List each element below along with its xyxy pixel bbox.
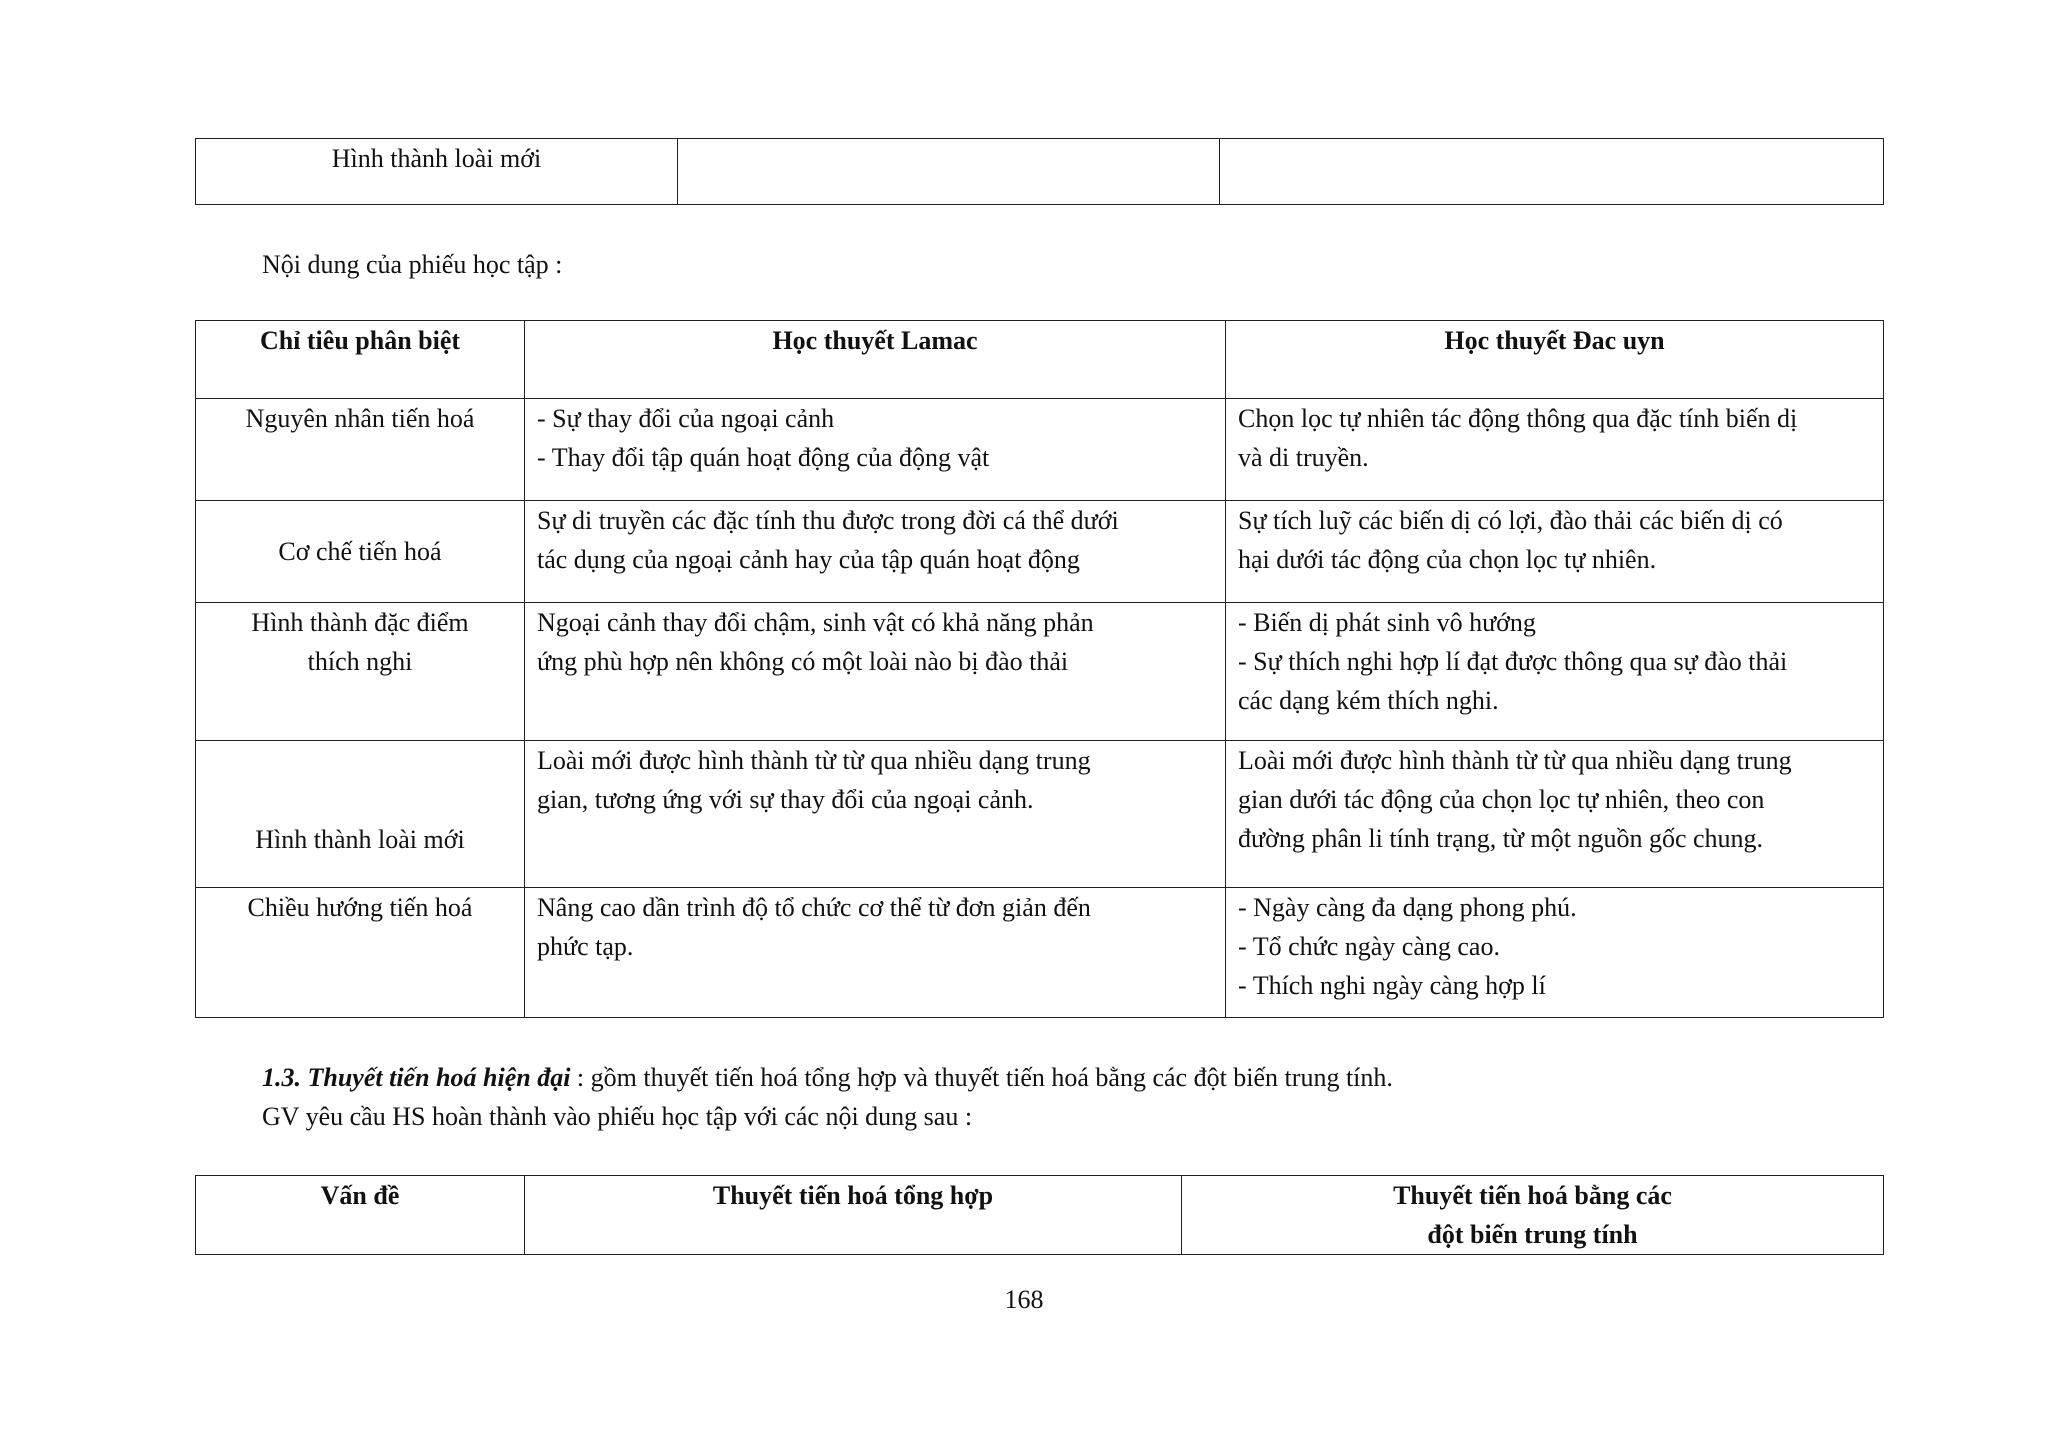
header-criterion: Chỉ tiêu phân biệt bbox=[196, 321, 525, 399]
intro-text: Nội dung của phiếu học tập : bbox=[262, 250, 563, 279]
bottom-table bbox=[195, 1175, 1884, 1255]
darwin-cell: Chọn lọc tự nhiên tác động thông qua đặc tính biến dị và di truyền. bbox=[1226, 399, 1884, 501]
lamac-cell: Sự di truyền các đặc tính thu được trong đời cá thể dưới tác dụng của ngoại cảnh hay của tập quán hoạt động bbox=[525, 501, 1226, 603]
lamac-cell: Nâng cao dần trình độ tổ chức cơ thể từ đơn giản đến phức tạp. bbox=[525, 888, 1226, 1018]
section-paragraph bbox=[262, 1058, 1393, 1097]
table-row bbox=[196, 399, 1884, 501]
lamac-cell: Loài mới được hình thành từ từ qua nhiều dạng trung gian, tương ứng với sự thay đổi của ngoại cảnh. bbox=[525, 741, 1226, 888]
header-neutral-theory: Thuyết tiến hoá bằng các đột biến trung tính bbox=[1182, 1176, 1884, 1255]
comparison-table bbox=[195, 320, 1884, 1018]
lamac-cell: - Sự thay đổi của ngoại cảnh - Thay đổi tập quán hoạt động của động vật bbox=[525, 399, 1226, 501]
table-row bbox=[196, 741, 1884, 888]
table-row bbox=[196, 603, 1884, 741]
table-row bbox=[196, 888, 1884, 1018]
darwin-cell: - Ngày càng đa dạng phong phú. - Tổ chức ngày càng cao. - Thích nghi ngày càng hợp lí bbox=[1226, 888, 1884, 1018]
criterion-cell: Chiều hướng tiến hoá bbox=[196, 888, 525, 1018]
section-text: : gồm thuyết tiến hoá tổng hợp và thuyết tiến hoá bằng các đột biến trung tính. bbox=[570, 1063, 1393, 1092]
criterion-cell: Hình thành đặc điểm thích nghi bbox=[196, 603, 525, 741]
header-lamac: Học thuyết Lamac bbox=[525, 321, 1226, 399]
page-number: 168 bbox=[1004, 1285, 1044, 1314]
criterion-cell: Cơ chế tiến hoá bbox=[196, 501, 525, 603]
header-darwin: Học thuyết Đac uyn bbox=[1226, 321, 1884, 399]
table-row bbox=[196, 501, 1884, 603]
criterion-cell: Nguyên nhân tiến hoá bbox=[196, 399, 525, 501]
top-table-cell-empty bbox=[1220, 139, 1884, 205]
section-instruction: GV yêu cầu HS hoàn thành vào phiếu học tập với các nội dung sau : bbox=[262, 1102, 973, 1131]
criterion-cell: Hình thành loài mới bbox=[196, 741, 525, 888]
lamac-cell: Ngoại cảnh thay đổi chậm, sinh vật có khả năng phản ứng phù hợp nên không có một loài nào bị đào thải bbox=[525, 603, 1226, 741]
darwin-cell: Sự tích luỹ các biến dị có lợi, đào thải các biến dị có hại dưới tác động của chọn lọc tự nhiên. bbox=[1226, 501, 1884, 603]
top-table-cell-empty bbox=[678, 139, 1220, 205]
section-heading: 1.3. Thuyết tiến hoá hiện đại bbox=[262, 1063, 571, 1092]
header-issue: Vấn đề bbox=[196, 1176, 525, 1255]
darwin-cell: Loài mới được hình thành từ từ qua nhiều dạng trung gian dưới tác động của chọn lọc tự nhiên, theo con đường phân li tính trạng, từ một nguồn gốc chung. bbox=[1226, 741, 1884, 888]
header-synthetic-theory: Thuyết tiến hoá tổng hợp bbox=[525, 1176, 1182, 1255]
darwin-cell: - Biến dị phát sinh vô hướng - Sự thích nghi hợp lí đạt được thông qua sự đào thải các dạng kém thích nghi. bbox=[1226, 603, 1884, 741]
top-table-cell-criterion: Hình thành loài mới bbox=[196, 139, 678, 205]
top-table bbox=[195, 138, 1884, 205]
